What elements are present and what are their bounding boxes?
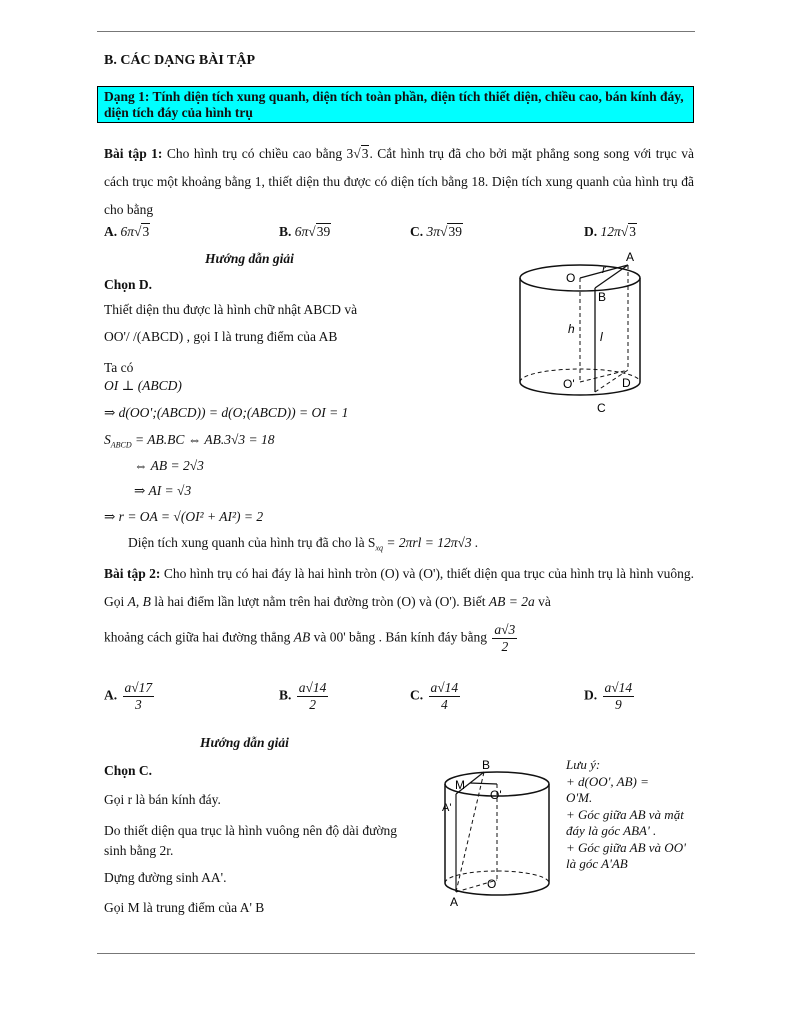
fig1-label-o: O (566, 271, 576, 285)
bt1-option-c: C. 3π√39 (410, 224, 462, 239)
section-title: B. CÁC DẠNG BÀI TẬP (104, 53, 256, 68)
bt1-height: 3√3 (346, 146, 369, 161)
bt2-line3: khoảng cách giữa hai đường thẳng AB và 00' bằng . Bán kính đáy bằng $\frac{a√3}{2}$ (104, 622, 516, 654)
cylinder-figure-1 (510, 248, 660, 418)
cylinder-figure-2 (434, 758, 564, 908)
bt1-m4: ⇔ AB = 2√3 (134, 458, 204, 473)
bt1-conclusion: Diện tích xung quanh của hình trụ đã cho là $S_{xq} = 2\pi rl = 12\pi√3$ . (128, 535, 479, 553)
fig1-label-r: r (602, 264, 606, 276)
bt1-line2: OO'/ /(ABCD) , gọi I là trung điểm của AB (104, 329, 338, 344)
fig1-label-a: A (626, 250, 635, 264)
bt1-line1: Thiết diện thu được là hình chữ nhật ABCD và (104, 302, 358, 317)
fig1-label-d: D (622, 376, 631, 390)
fig2-label-o: O (487, 877, 497, 891)
bt1-m1: OI ⊥ (ABCD) (104, 378, 182, 393)
bt2-choose: Chọn C. (104, 763, 153, 778)
top-rule (97, 31, 695, 32)
bt1-option-a: A. 6π√3 (104, 224, 150, 239)
bt2-option-d: D. $\frac{a√14}{9}$ (584, 680, 633, 712)
bt2-l3: Dựng đường sinh AA'. (104, 870, 227, 885)
bt1-m5: ⇒ AI = √3 (134, 483, 192, 498)
bt1-m6: ⇒ r = OA = √(OI² + AI²) = 2 (104, 509, 264, 524)
fig2-label-m: M (455, 778, 465, 792)
bt1-label: Bài tập 1: (104, 146, 163, 161)
bt1-m3: $S_{ABCD} = AB.BC$ ⇔ AB.3√3 = 18 (104, 432, 275, 450)
bt1-taco: Ta có (104, 360, 134, 375)
bt2-l2: Do thiết diện qua trục là hình vuông nên độ dài đường sinh bằng 2r. (104, 823, 398, 858)
bt2-note: Lưu ý: + d(OO', AB) = O'M. + Góc giữa AB và mặt đáy là góc ABA' . + Góc giữa AB và OO' là góc A'AB (566, 757, 686, 871)
fig2-label-a1: A' (442, 802, 452, 814)
bt1-text-a: Cho hình trụ có chiều cao bằng (162, 146, 347, 161)
bt1-option-d: D. 12π√3 (584, 224, 636, 239)
fig1-label-c: C (597, 401, 606, 415)
bottom-rule (97, 953, 695, 954)
bt1-text-b: . Cắt hình trụ đã cho bởi mặt phẳng song song với trục và cách trục một khoảng bằng 1, thiết diện thu được có diện tích bằng 18. Diện tích xung quanh của hình trụ đã cho bằng (104, 146, 694, 217)
fig1-label-h: h (568, 322, 575, 336)
bt2-option-c: C. $\frac{a√14}{4}$ (410, 680, 459, 712)
bt2-statement: Bài tập 2: Cho hình trụ có hai đáy là hai hình tròn (O) và (O'), thiết diện qua trục của hình trụ là hình vuông. Gọi A, B là hai điểm lần lượt nằm trên hai đường tròn (O) và (O'). Biết AB = 2a và (104, 566, 694, 609)
bt2-option-a: A. $\frac{a√17}{3}$ (104, 680, 153, 712)
bt2-option-b: B. $\frac{a√14}{2}$ (279, 680, 327, 712)
bt2-guide: Hướng dẫn giải (200, 735, 289, 750)
bt1-statement (104, 140, 694, 224)
bt2-label: Bài tập 2: (104, 566, 161, 581)
bt2-radius-fraction: $\frac{a√3}{2}$ (494, 622, 516, 654)
fig1-label-o1: O' (563, 377, 575, 391)
fig1-label-l: l (600, 330, 603, 344)
bt1-choose: Chọn D. (104, 277, 153, 292)
bt1-m2: ⇒ d(OO';(ABCD)) = d(O;(ABCD)) = OI = 1 (104, 405, 349, 420)
bt2-l1: Gọi r là bán kính đáy. (104, 792, 221, 807)
fig2-label-a: A (450, 895, 459, 908)
fig1-label-b: B (598, 290, 607, 304)
bt2-l4: Gọi M là trung điểm của A' B (104, 900, 265, 915)
bt1-option-b: B. 6π√39 (279, 224, 331, 239)
dang1-box: Dạng 1: Tính diện tích xung quanh, diện tích toàn phần, diện tích thiết diện, chiều cao, bán kính đáy, diện tích đáy của hình trụ (97, 86, 694, 123)
fig2-label-o1: O' (490, 788, 502, 802)
bt1-guide: Hướng dẫn giải (205, 251, 294, 266)
fig2-label-b: B (482, 758, 491, 772)
